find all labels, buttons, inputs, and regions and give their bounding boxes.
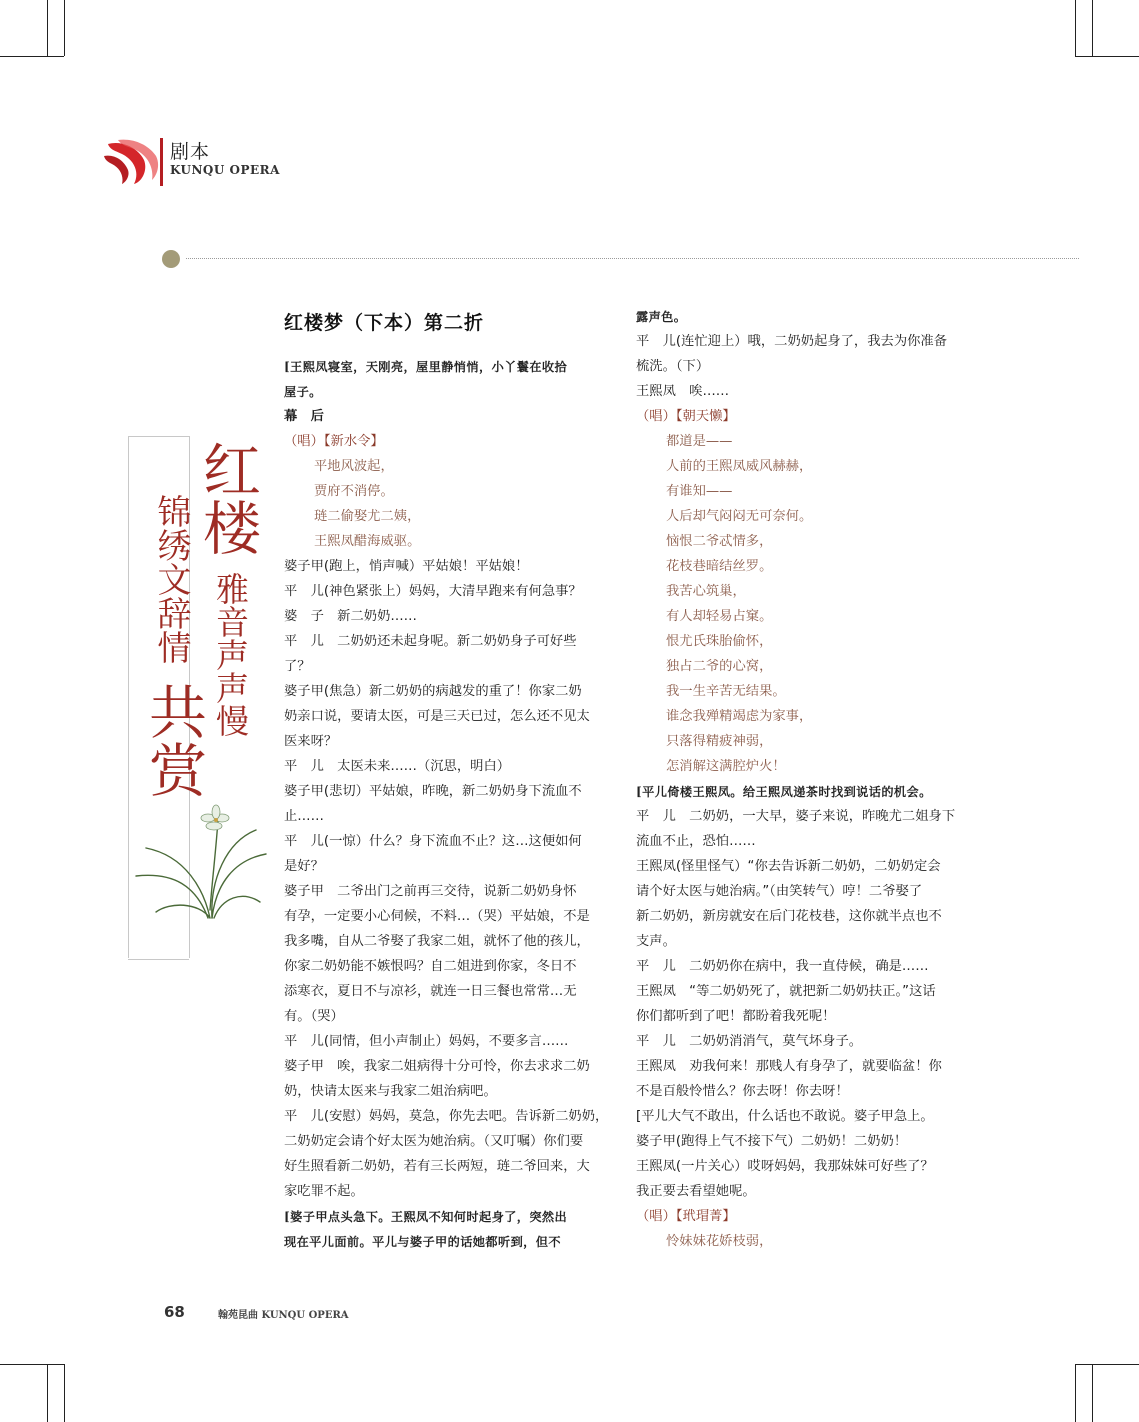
- dialogue-line: 家吃罪不起。: [284, 1184, 364, 1199]
- dialogue-line: 你家二奶奶能不嫉恨吗？自二姐进到你家，冬日不: [284, 959, 577, 974]
- dialogue-line: 有。（哭）: [284, 1009, 344, 1024]
- dialogue-line: [平儿大气不敢出，什么话也不敢说。婆子甲急上。: [636, 1109, 934, 1124]
- song-label: （唱）【朝天懒】: [636, 409, 736, 424]
- crop-mark: [47, 1364, 48, 1422]
- dialogue-line: 你们都听到了吧！都盼着我死呢！: [636, 1009, 836, 1024]
- dialogue-line: 平 儿(神色紧张上）妈妈，大清早跑来有何急事？: [284, 584, 582, 599]
- verse-line: 只落得精疲神弱，: [666, 734, 773, 749]
- dialogue-line: 平 儿 二奶奶消消气，莫气坏身子。: [636, 1034, 863, 1049]
- dialogue-line: 是好？: [284, 859, 324, 874]
- dialogue-line: 流血不止，恐怕……: [636, 834, 756, 849]
- dialogue-line: 王熙凤(一片关心）哎呀妈妈，我那妹妹可好些了？: [636, 1159, 934, 1174]
- dialogue-line: 婆 子 新二奶奶……: [284, 609, 417, 624]
- bullet-dot-icon: [162, 250, 180, 268]
- dialogue-line: 二奶奶定会请个好太医为她治病。（又叮嘱）你们要: [284, 1134, 584, 1149]
- stage-direction: [婆子甲点头急下。王熙凤不知何时起身了，突然出: [284, 1210, 568, 1224]
- calligraphy-hongloumeng: 红楼: [193, 440, 261, 556]
- verse-line: 恼恨二爷忒情多，: [666, 534, 773, 549]
- dialogue-line: 奶，快请太医来与我家二姐治病吧。: [284, 1084, 497, 1099]
- stage-direction: 现在平儿面前。平儿与婆子甲的话她都听到，但不: [284, 1235, 561, 1249]
- song-label: （唱）【新水令】: [284, 434, 384, 449]
- dotted-divider: [186, 258, 1079, 259]
- dialogue-line: 王熙凤 劝我何来！那贱人有身孕了，就要临盆！你: [636, 1059, 942, 1074]
- orchid-illustration: [130, 790, 270, 920]
- verse-line: 贾府不消停。: [314, 484, 394, 499]
- section-subtitle: KUNQU OPERA: [170, 163, 280, 177]
- dialogue-line: 平 儿 二奶奶你在病中，我一直侍候，确是……: [636, 959, 929, 974]
- verse-line: 我苦心筑巢，: [666, 584, 746, 599]
- dialogue-line: 婆子甲(悲切）平姑娘，昨晚，新二奶奶身下流血不: [284, 784, 582, 799]
- verse-line: 平地风波起，: [314, 459, 394, 474]
- calligraphy-line-2: 雅音声声慢: [211, 572, 250, 737]
- section-emblem-icon: [104, 138, 164, 186]
- stage-direction: [平儿倚楼王熙凤。给王熙凤递茶时找到说话的机会。: [636, 785, 932, 799]
- verse-line: 琏二偷娶尤二姨，: [314, 509, 421, 524]
- stage-direction: [王熙凤寝室，天刚亮，屋里静悄悄，小丫鬟在收拾: [284, 360, 568, 374]
- dialogue-line: 幕 后: [284, 409, 324, 424]
- crop-mark: [1092, 1364, 1093, 1422]
- dialogue-line: 请个好太医与她治病。”（由笑转气）哼！二爷娶了: [636, 884, 923, 899]
- play-title: 红楼梦（下本）第二折: [284, 312, 485, 334]
- verse-line: 人前的王熙凤威风赫赫，: [666, 459, 813, 474]
- dialogue-line: 我多嘴，自从二爷娶了我家二姐，就怀了他的孩儿，: [284, 934, 590, 949]
- crop-mark: [64, 0, 65, 56]
- verse-line: 怎消解这满腔炉火！: [666, 759, 786, 774]
- calligraphy-line-4: 共赏: [139, 682, 207, 798]
- crop-mark: [1075, 1364, 1139, 1365]
- crop-mark: [1075, 0, 1076, 56]
- crop-mark: [0, 1364, 64, 1365]
- crop-mark: [0, 56, 64, 57]
- dialogue-line: 支声。: [636, 934, 676, 949]
- crop-mark: [47, 0, 48, 56]
- dialogue-line: 平 儿(一惊）什么？身下流血不止？这…这便如何: [284, 834, 582, 849]
- verse-line: 王熙凤醋海威驱。: [314, 534, 421, 549]
- crop-mark: [1092, 0, 1093, 56]
- dialogue-line: 平 儿 二奶奶，一大早，婆子来说，昨晚尤二姐身下: [636, 809, 956, 824]
- song-label: （唱）【玳瑁菁】: [636, 1209, 736, 1224]
- dialogue-line: 了？: [284, 659, 311, 674]
- dialogue-line: 平 儿(同情，但小声制止）妈妈，不要多言……: [284, 1034, 569, 1049]
- dialogue-line: 婆子甲 唉，我家二姐病得十分可怜，你去求求二奶: [284, 1059, 590, 1074]
- crop-mark: [1075, 1364, 1076, 1422]
- dialogue-line: 王熙凤 “等二奶奶死了，就把新二奶奶扶正。”这话: [636, 984, 936, 999]
- page-number: 68: [164, 1303, 185, 1321]
- dialogue-line: 婆子甲(跑得上气不接下气）二奶奶！二奶奶！: [636, 1134, 908, 1149]
- verse-line: 恨尤氏珠胎偷怀，: [666, 634, 773, 649]
- dialogue-line: 平 儿(连忙迎上）哦，二奶奶起身了，我去为你准备: [636, 334, 948, 349]
- verse-line: 有谁知——: [666, 484, 733, 499]
- dialogue-line: 平 儿 二奶奶还未起身呢。新二奶奶身子可好些: [284, 634, 577, 649]
- dialogue-line: 医来呀？: [284, 734, 338, 749]
- dialogue-line: 不是百般怜惜么？你去呀！你去呀！: [636, 1084, 849, 1099]
- verse-line: 花枝巷暗结丝罗。: [666, 559, 773, 574]
- verse-line: 人后却气闷闷无可奈何。: [666, 509, 813, 524]
- dialogue-line: 王熙凤 唉……: [636, 384, 730, 399]
- dialogue-line: 婆子甲 二爷出门之前再三交待，说新二奶奶身怀: [284, 884, 577, 899]
- dialogue-line: 婆子甲(跑上，悄声喊）平姑娘！平姑娘！: [284, 559, 529, 574]
- dialogue-line: 添寒衣，夏日不与凉衫，就连一日三餐也常常…无: [284, 984, 577, 999]
- dialogue-line: 平 儿(安慰）妈妈，莫急，你先去吧。告诉新二奶奶，: [284, 1109, 609, 1124]
- crop-mark: [64, 1364, 65, 1422]
- dialogue-line: 平 儿 太医未来……（沉思，明白）: [284, 759, 511, 774]
- dialogue-line: 王熙凤(怪里怪气）“你去告诉新二奶奶，二奶奶定会: [636, 859, 941, 874]
- dialogue-line: 新二奶奶，新房就安在后门花枝巷，这你就半点也不: [636, 909, 942, 924]
- verse-line: 怜妹妹花娇枝弱，: [666, 1234, 773, 1249]
- dialogue-line: 止……: [284, 809, 324, 824]
- verse-line: 我一生辛苦无结果。: [666, 684, 786, 699]
- footer-text: 翰苑昆曲 KUNQU OPERA: [218, 1310, 349, 1321]
- verse-line: 有人却轻易占窠。: [666, 609, 773, 624]
- dialogue-line: 我正要去看望她呢。: [636, 1184, 756, 1199]
- section-title: 剧本: [170, 141, 211, 163]
- stage-direction: 露声色。: [636, 310, 687, 324]
- dialogue-line: 奶亲口说，要请太医，可是三天已过，怎么还不见太: [284, 709, 590, 724]
- verse-line: 都道是——: [666, 434, 733, 449]
- verse-line: 独占二爷的心窝，: [666, 659, 773, 674]
- dialogue-line: 有孕，一定要小心伺候，不料…（哭）平姑娘，不是: [284, 909, 590, 924]
- crop-mark: [1075, 56, 1139, 57]
- stage-direction: 屋子。: [284, 385, 322, 399]
- verse-line: 谁念我殚精竭虑为家事，: [666, 709, 813, 724]
- calligraphy-line-3: 锦绣文辞情: [151, 494, 191, 664]
- dialogue-line: 梳洗。（下）: [636, 359, 710, 374]
- dialogue-line: 婆子甲(焦急）新二奶奶的病越发的重了！你家二奶: [284, 684, 582, 699]
- dialogue-line: 好生照看新二奶奶，若有三长两短，琏二爷回来，大: [284, 1159, 590, 1174]
- frame-border: [128, 436, 129, 958]
